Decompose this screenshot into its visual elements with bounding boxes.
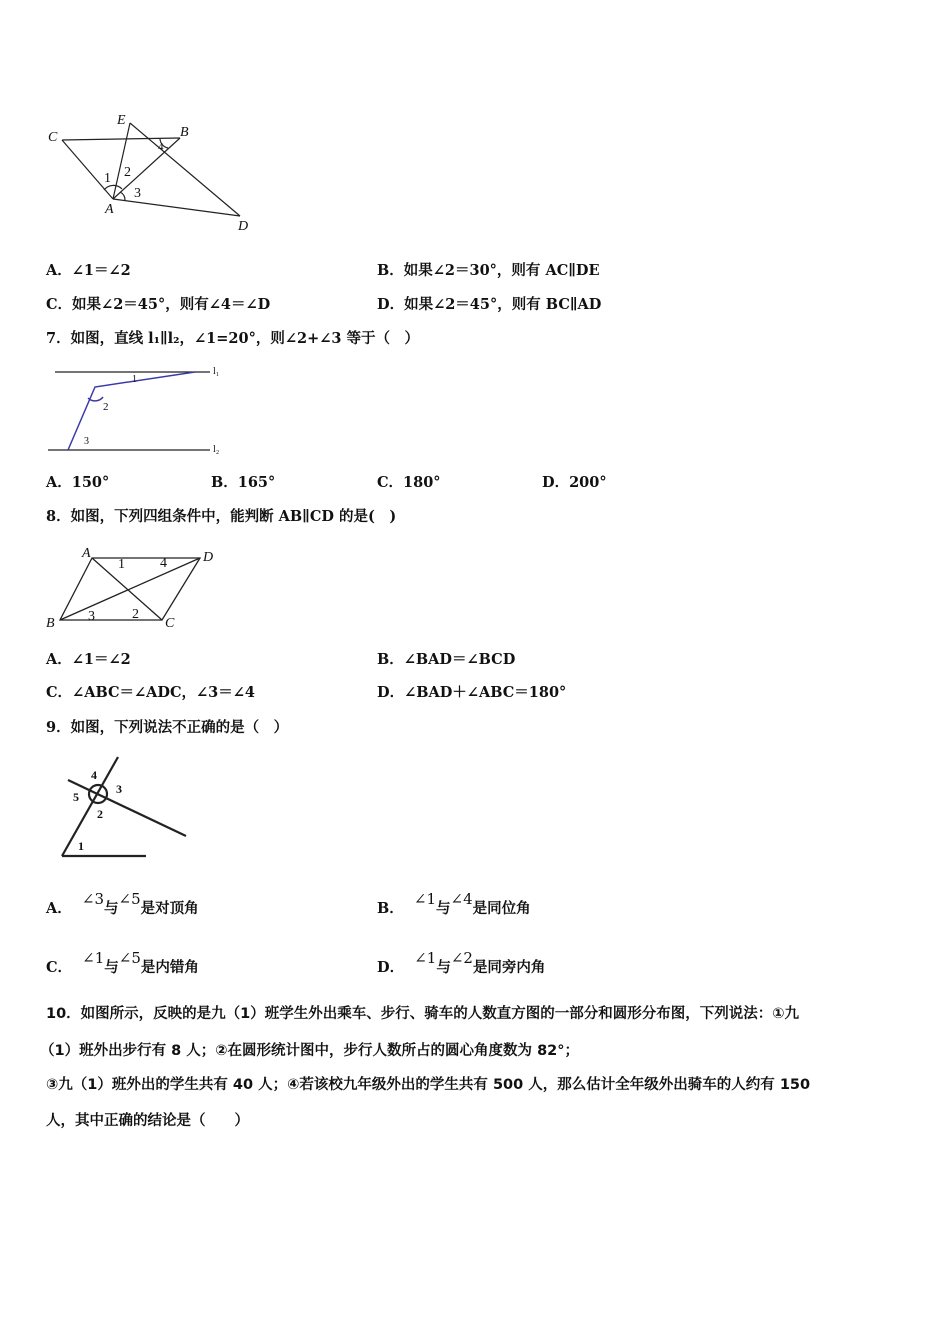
label-D: D [238,219,249,234]
q10-line-4: 人，其中正确的结论是（ ） [46,1113,249,1129]
q9-option-d: D． ∠1与∠2是同旁内角 [377,949,546,976]
label-A: A [105,202,114,217]
q7-option-b: B．165° [211,474,276,491]
label-angle4: 4 [91,768,97,782]
label-angle5: 5 [73,790,79,804]
q8-stem: 8．如图，下列四组条件中，能判断 AB∥CD 的是( ) [46,508,397,525]
label-angle4: 4 [158,141,164,153]
label-angle3: 3 [134,186,141,201]
label-angle2: 2 [124,165,131,180]
q7-option-c: C．180° [377,474,441,491]
label-l2: l₂ [213,444,220,455]
label-angle1: 1 [132,374,137,385]
q10-line-2: （1）班外出步行有 8 人；②在圆形统计图中，步行人数所占的圆心角度数为 82°； [40,1043,580,1059]
q6-option-b: B．如果∠2＝30°，则有 AC∥DE [377,262,600,279]
q6-option-a: A．∠1＝∠2 [46,262,131,279]
label-angle3: 3 [116,782,122,796]
label-angle1: 1 [118,557,125,572]
q8-option-a: A．∠1＝∠2 [46,651,131,668]
label-A: A [82,546,91,561]
q10-line-1: 10．如图所示，反映的是九（1）班学生外出乘车、步行、骑车的人数直方图的一部分和圆形分布图，下列说法：①九 [46,1006,800,1022]
q7-option-d: D．200° [542,474,607,491]
q7-stem: 7．如图，直线 l₁∥l₂，∠1=20°，则∠2+∠3 等于（ ） [46,330,420,347]
q10-line-3: ③九（1）班外出的学生共有 40 人；④若该校九年级外出的学生共有 500 人，那么估计全年级外出骑车的人约有 150 [46,1077,811,1093]
q6-option-d: D．如果∠2＝45°，则有 BC∥AD [377,296,602,313]
label-angle2: 2 [132,607,139,622]
label-D: D [203,550,214,565]
q8-option-c: C．∠ABC＝∠ADC，∠3＝∠4 [46,684,255,701]
q7-option-a: A．150° [46,474,110,491]
label-B: B [180,125,189,140]
q9-option-a: A． ∠3与∠5是对顶角 [46,890,199,917]
label-angle1: 1 [78,839,84,853]
label-E: E [117,113,126,128]
q9-figure [0,0,220,870]
label-B: B [46,616,55,631]
q9-option-b: B． ∠1与∠4是同位角 [377,890,531,917]
label-angle3: 3 [88,609,95,624]
q6-option-c: C．如果∠2＝45°，则有∠4＝∠D [46,296,271,313]
label-l1: l₁ [213,366,220,377]
label-angle2: 2 [103,401,109,413]
label-C: C [165,616,175,631]
label-angle4: 4 [160,556,167,571]
label-angle3: 3 [84,436,89,447]
q8-option-b: B．∠BAD＝∠BCD [377,651,516,668]
q9-stem: 9．如图，下列说法不正确的是（ ） [46,719,289,736]
label-angle1: 1 [104,171,111,186]
label-angle2: 2 [97,807,103,821]
q8-option-d: D．∠BAD＋∠ABC＝180° [377,684,567,701]
q9-option-c: C． ∠1与∠5是内错角 [46,949,199,976]
label-C: C [48,130,58,145]
